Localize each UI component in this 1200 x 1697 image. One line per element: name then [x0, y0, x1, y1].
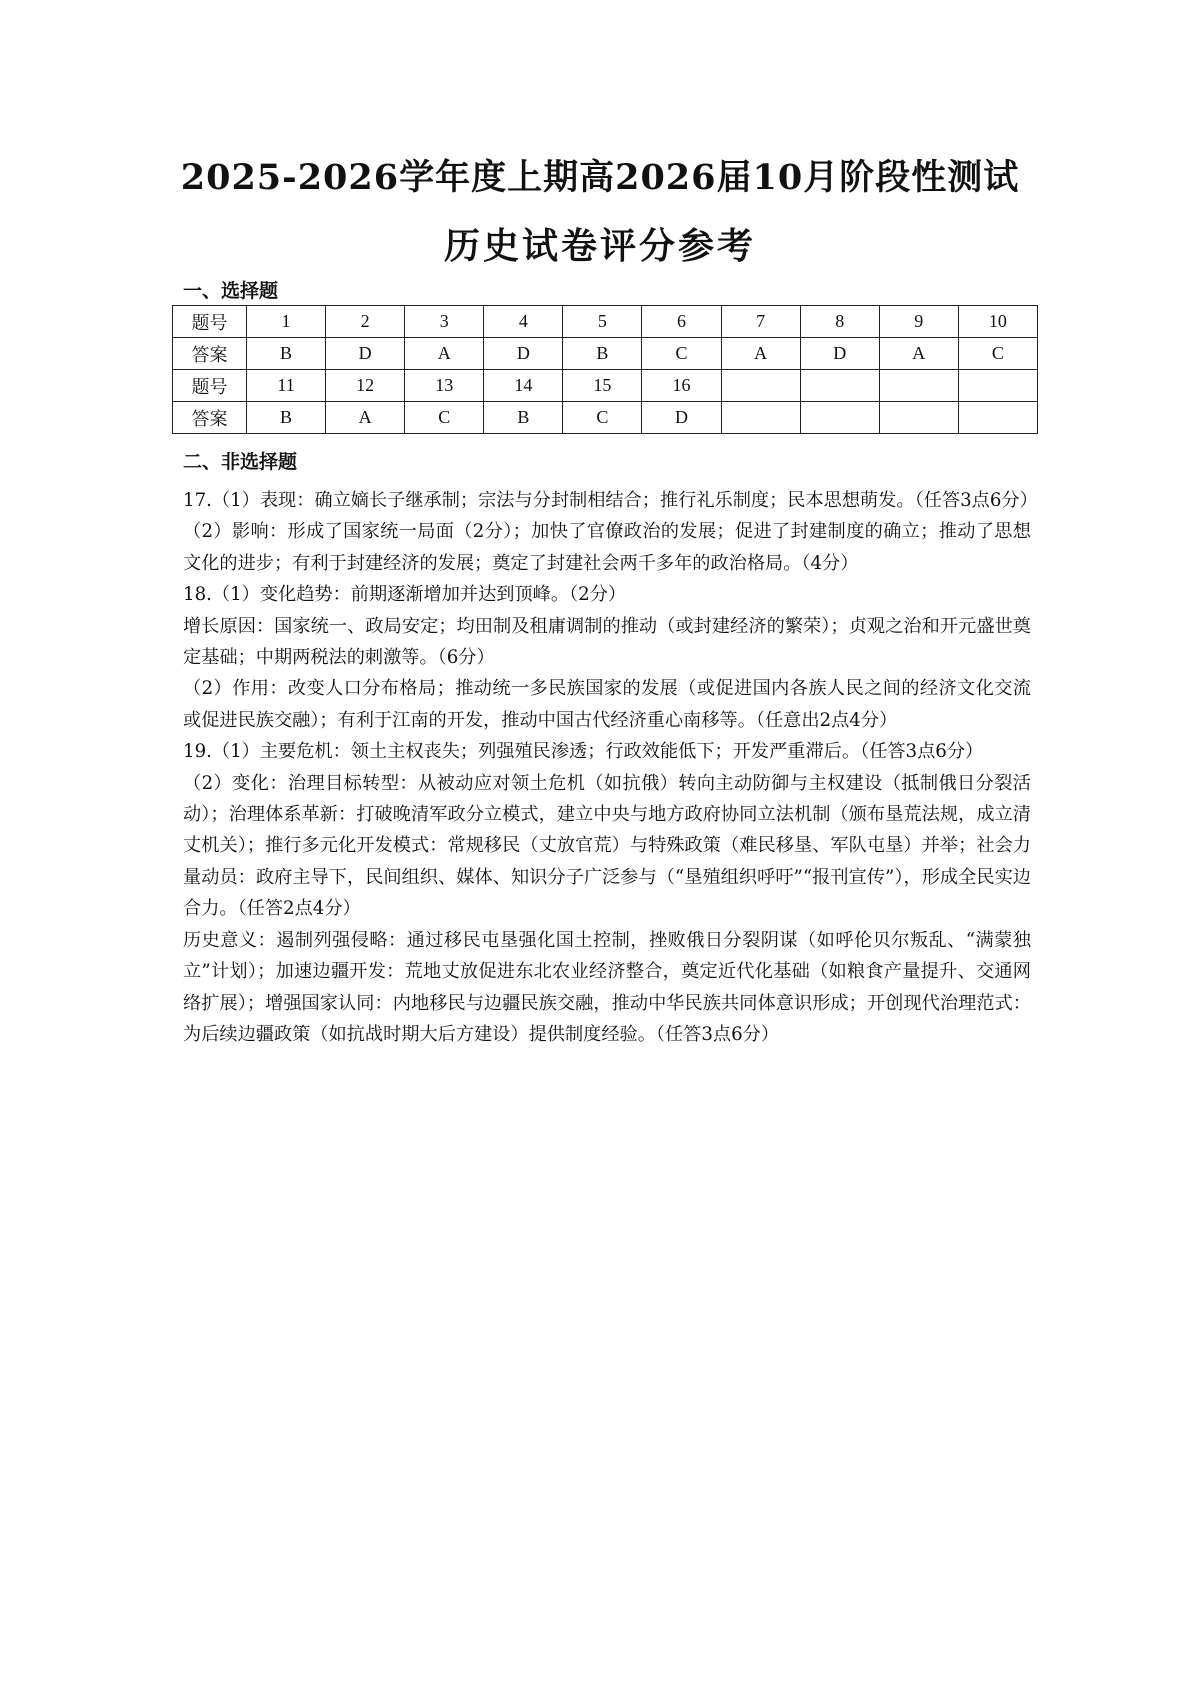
- empty-cell: [800, 370, 879, 402]
- question-number-cell: 3: [405, 306, 484, 338]
- answer-cell: B: [247, 338, 326, 370]
- answer-cell: B: [563, 338, 642, 370]
- question-number-cell: 9: [879, 306, 958, 338]
- answer-cell: C: [405, 402, 484, 434]
- row-label-number: 题号: [173, 370, 247, 402]
- question-number-cell: 13: [405, 370, 484, 402]
- empty-cell: [879, 402, 958, 434]
- empty-cell: [958, 370, 1037, 402]
- answer-cell: A: [721, 338, 800, 370]
- section-free-response-heading: 二、非选择题: [183, 451, 298, 473]
- empty-cell: [958, 402, 1037, 434]
- question-number-cell: 12: [326, 370, 405, 402]
- answer-cell: C: [958, 338, 1037, 370]
- question-number-cell: 2: [326, 306, 405, 338]
- answer-cell: A: [879, 338, 958, 370]
- answer-cell: C: [642, 338, 721, 370]
- answer-cell: D: [642, 402, 721, 434]
- answer-paragraph: （2）影响：形成了国家统一局面（2分）；加快了官僚政治的发展；促进了封建制度的确立；推动了思想文化的进步；有利于封建经济的发展；奠定了封建社会两千多年的政治格局。（4分）: [183, 521, 1031, 574]
- answer-cell: A: [326, 402, 405, 434]
- question-number-cell: 1: [247, 306, 326, 338]
- table-row-numbers-2: [173, 370, 1038, 402]
- empty-cell: [721, 370, 800, 402]
- page-subtitle: 历史试卷评分参考: [443, 225, 756, 267]
- question-number-cell: 10: [958, 306, 1037, 338]
- question-number-cell: 14: [484, 370, 563, 402]
- answer-cell: D: [800, 338, 879, 370]
- answer-table: [172, 305, 1038, 434]
- answer-paragraph: 历史意义：遏制列强侵略：通过移民屯垦强化国土控制，挫败俄日分裂阴谋（如呼伦贝尔叛乱、“满蒙独立”计划）；加速边疆开发：荒地丈放促进东北农业经济整合，奠定近代化基础（如粮食产量提升、交通网络扩展）；增强国家认同：内地移民与边疆民族交融，推动中华民族共同体意识形成；开创现代治理范式：为后续边疆政策（如抗战时期大后方建设）提供制度经验。（任答3点6分）: [183, 929, 1031, 1045]
- answer-paragraph: 增长原因：国家统一、政局安定；均田制及租庸调制的推动（或封建经济的繁荣）；贞观之治和开元盛世奠定基础；中期两税法的刺激等。（6分）: [183, 615, 1031, 669]
- answer-paragraph: 19.（1）主要危机：领土主权丧失；列强殖民渗透；行政效能低下；开发严重滞后。（任答3点6分）: [183, 741, 984, 763]
- answer-cell: D: [484, 338, 563, 370]
- empty-cell: [879, 370, 958, 402]
- question-number-cell: 7: [721, 306, 800, 338]
- answer-paragraph: （2）变化：治理目标转型：从被动应对领土危机（如抗俄）转向主动防御与主权建设（抵制俄日分裂活动）；治理体系革新：打破晚清军政分立模式，建立中央与地方政府协同立法机制（颁布垦荒法规，成立清丈机关）；推行多元化开发模式：常规移民（丈放官荒）与特殊政策（难民移垦、军队屯垦）并举；社会力量动员：政府主导下，民间组织、媒体、知识分子广泛参与（“垦殖组织呼吁”“报刊宣传”），形成全民实边合力。（任答2点4分）: [183, 772, 1031, 920]
- empty-cell: [800, 402, 879, 434]
- answer-paragraph: 18.（1）变化趋势：前期逐渐增加并达到顶峰。（2分）: [183, 584, 627, 606]
- answer-cell: B: [247, 402, 326, 434]
- row-label-number: 题号: [173, 306, 247, 338]
- row-label-answer: 答案: [173, 402, 247, 434]
- question-number-cell: 16: [642, 370, 721, 402]
- answer-paragraph: 17.（1）表现：确立嫡长子继承制；宗法与分封制相结合；推行礼乐制度；民本思想萌发。（任答3点6分）: [183, 490, 1038, 511]
- question-number-cell: 6: [642, 306, 721, 338]
- question-number-cell: 4: [484, 306, 563, 338]
- question-number-cell: 5: [563, 306, 642, 338]
- question-number-cell: 15: [563, 370, 642, 402]
- table-row-answers-2: [173, 402, 1038, 434]
- free-response-answers: [183, 485, 1038, 1050]
- section-multiple-choice-heading: 一、选择题: [183, 280, 279, 302]
- table-row-numbers-1: [173, 306, 1038, 338]
- answer-cell: B: [484, 402, 563, 434]
- answer-cell: D: [326, 338, 405, 370]
- table-row-answers-1: [173, 338, 1038, 370]
- row-label-answer: 答案: [173, 338, 247, 370]
- answer-paragraph: （2）作用：改变人口分布格局；推动统一多民族国家的发展（或促进国内各族人民之间的经济文化交流或促进民族交融）；有利于江南的开发，推动中国古代经济重心南移等。（任意出2点4分）: [183, 678, 1031, 731]
- question-number-cell: 11: [247, 370, 326, 402]
- page-title: 2025-2026学年度上期高2026届10月阶段性测试: [180, 157, 1020, 198]
- answer-cell: C: [563, 402, 642, 434]
- empty-cell: [721, 402, 800, 434]
- answer-cell: A: [405, 338, 484, 370]
- question-number-cell: 8: [800, 306, 879, 338]
